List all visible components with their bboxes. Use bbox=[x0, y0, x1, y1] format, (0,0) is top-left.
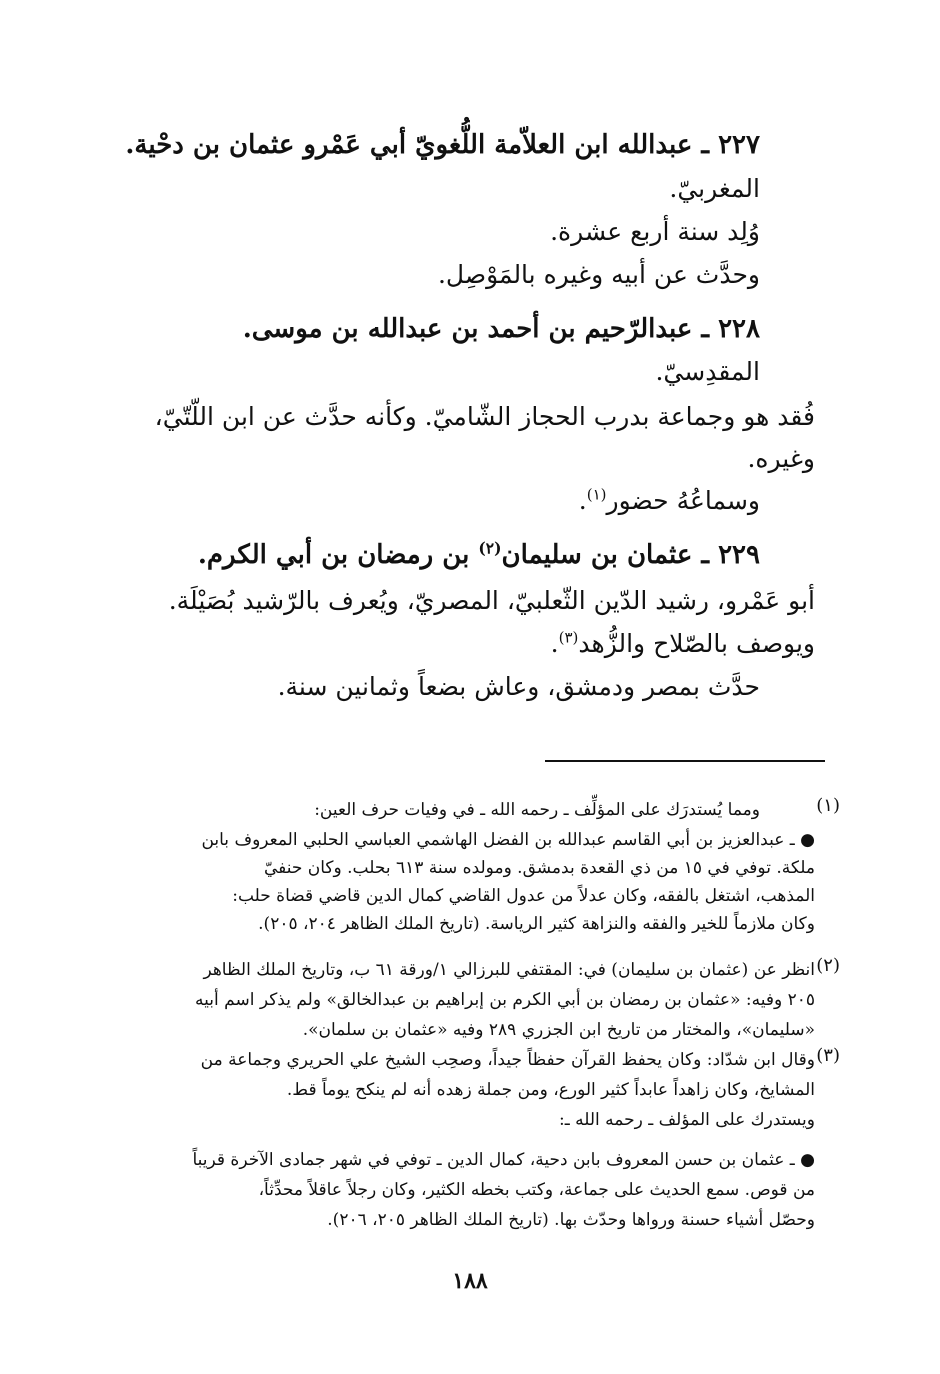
entry-227-line: وُلِد سنة أربع عشرة. bbox=[550, 217, 760, 246]
page-number: ١٨٨ bbox=[452, 1268, 488, 1294]
entry-228-line: المقدِسيّ. bbox=[655, 357, 760, 386]
footnote-3-line: ويستدرك على المؤلف ـ رحمه الله ـ: bbox=[558, 1110, 815, 1130]
entry-228-end: . bbox=[578, 486, 587, 515]
entry-229-heading-b: بن رمضان بن أبي الكرم. bbox=[197, 540, 479, 570]
footnote-1-line: ● ـ عبدالعزيز بن أبي القاسم عبدالله بن الفضل الهاشمي العباسي الحلبي المعروف بابن bbox=[201, 830, 815, 850]
entry-229-end: . bbox=[550, 629, 559, 658]
entry-227-line: المغربيّ. bbox=[669, 174, 760, 203]
entry-228-line: فُقد هو وجماعة بدرب الحجاز الشّاميّ. وكأنه حدَّث عن ابن اللّتّيّ، bbox=[154, 402, 815, 431]
entry-227-line: وحدَّث عن أبيه وغيره بالمَوْصِل. bbox=[437, 260, 760, 289]
entry-229-text: ويوصف بالصّلاح والزُّهد bbox=[578, 629, 815, 658]
footnote-3-line: وحصّل أشياء حسنة ورواها وحدّث بها. (تاريخ الملك الظاهر ٢٠٥، ٢٠٦). bbox=[327, 1210, 815, 1230]
footnote-1-line: وكان ملازماً للخير والفقه والنزاهة كثير الرياسة. (تاريخ الملك الظاهر ٢٠٤، ٢٠٥). bbox=[258, 914, 815, 934]
entry-228-line bbox=[579, 484, 760, 518]
entry-228-text: وسماعُهُ حضور bbox=[606, 486, 760, 515]
footnote-separator bbox=[545, 760, 825, 762]
footnote-number: (٣) bbox=[816, 1045, 840, 1066]
entry-229-line: أبو عَمْرو، رشيد الدّين الثّعلبيّ، المصريّ، ويُعرف بالرّشيد بُصَيْلَة. bbox=[168, 586, 815, 615]
footnote-1-line: ملكة. توفي في ١٥ من ذي القعدة بدمشق. ومولده سنة ٦١٣ بحلب. وكان حنفيّ bbox=[263, 858, 815, 878]
footnote-1-line: ومما يُستدرَك على المؤلِّف ـ رحمه الله ـ في وفيات حرف العين: bbox=[314, 800, 760, 820]
footnote-2-line: ٢٠٥ وفيه: «عثمان بن رمضان بن أبي الكرم بن إبراهيم بن عبدالخالق» ولم يذكر اسم أبيه bbox=[195, 990, 815, 1010]
footnote-1-line: المذهب، اشتغل بالفقه، وكان عدلاً من عدول القاضي كمال الدين قاضي قضاة حلب: bbox=[232, 886, 815, 906]
footnote-3-line: المشايخ، وكان زاهداً عابداً كثير الورع، ومن جملة زهده أنه لم ينكح يوماً قط. bbox=[286, 1080, 815, 1100]
footnote-ref-1: (١) bbox=[586, 485, 607, 504]
footnote-2-line: انظر عن (عثمان بن سليمان) في: المقتفي للبرزالي ١/ورقة ٦١ ب، وتاريخ الملك الظاهر bbox=[203, 960, 815, 980]
footnote-number: (٢) bbox=[816, 955, 840, 976]
entry-228-heading: ٢٢٨ ـ عبدالرّحيم بن أحمد بن عبدالله بن موسى. bbox=[242, 314, 760, 344]
entry-228-line: وغيره. bbox=[747, 444, 815, 473]
footnote-2-line: «سليمان»، والمختار من تاريخ ابن الجزري ٢٨٩ وفيه «عثمان بن سلمان». bbox=[302, 1020, 815, 1040]
footnote-ref-3: (٣) bbox=[558, 628, 579, 647]
footnote-3-line: وقال ابن شدّاد: وكان يحفظ القرآن حفظاً جيداً، وصحِب الشيخ علي الحريري وجماعة من bbox=[200, 1050, 815, 1070]
footnote-3-line: من قوص. سمع الحديث على جماعة، وكتب بخطه الكثير، وكان رجلاً عاقلاً محدِّثاً، bbox=[258, 1180, 815, 1200]
entry-229-heading bbox=[198, 538, 760, 572]
footnote-3-line: ● ـ عثمان بن حسن المعروف بابن دحية، كمال الدين ـ توفي في شهر جمادى الآخرة قريباً bbox=[192, 1150, 815, 1170]
entry-229-line: حدَّث بمصر ودمشق، وعاش بضعاً وثمانين سنة. bbox=[277, 672, 760, 701]
footnote-number: (١) bbox=[816, 795, 840, 816]
entry-229-heading-a: ٢٢٩ ـ عثمان بن سليمان bbox=[501, 540, 760, 570]
footnote-ref-2: (٢) bbox=[478, 538, 502, 558]
entry-229-line bbox=[551, 627, 815, 661]
entry-227-heading: ٢٢٧ ـ عبدالله ابن العلاّمة اللُّغويّ أبي عَمْرو عثمان بن دحْية. bbox=[125, 130, 760, 160]
